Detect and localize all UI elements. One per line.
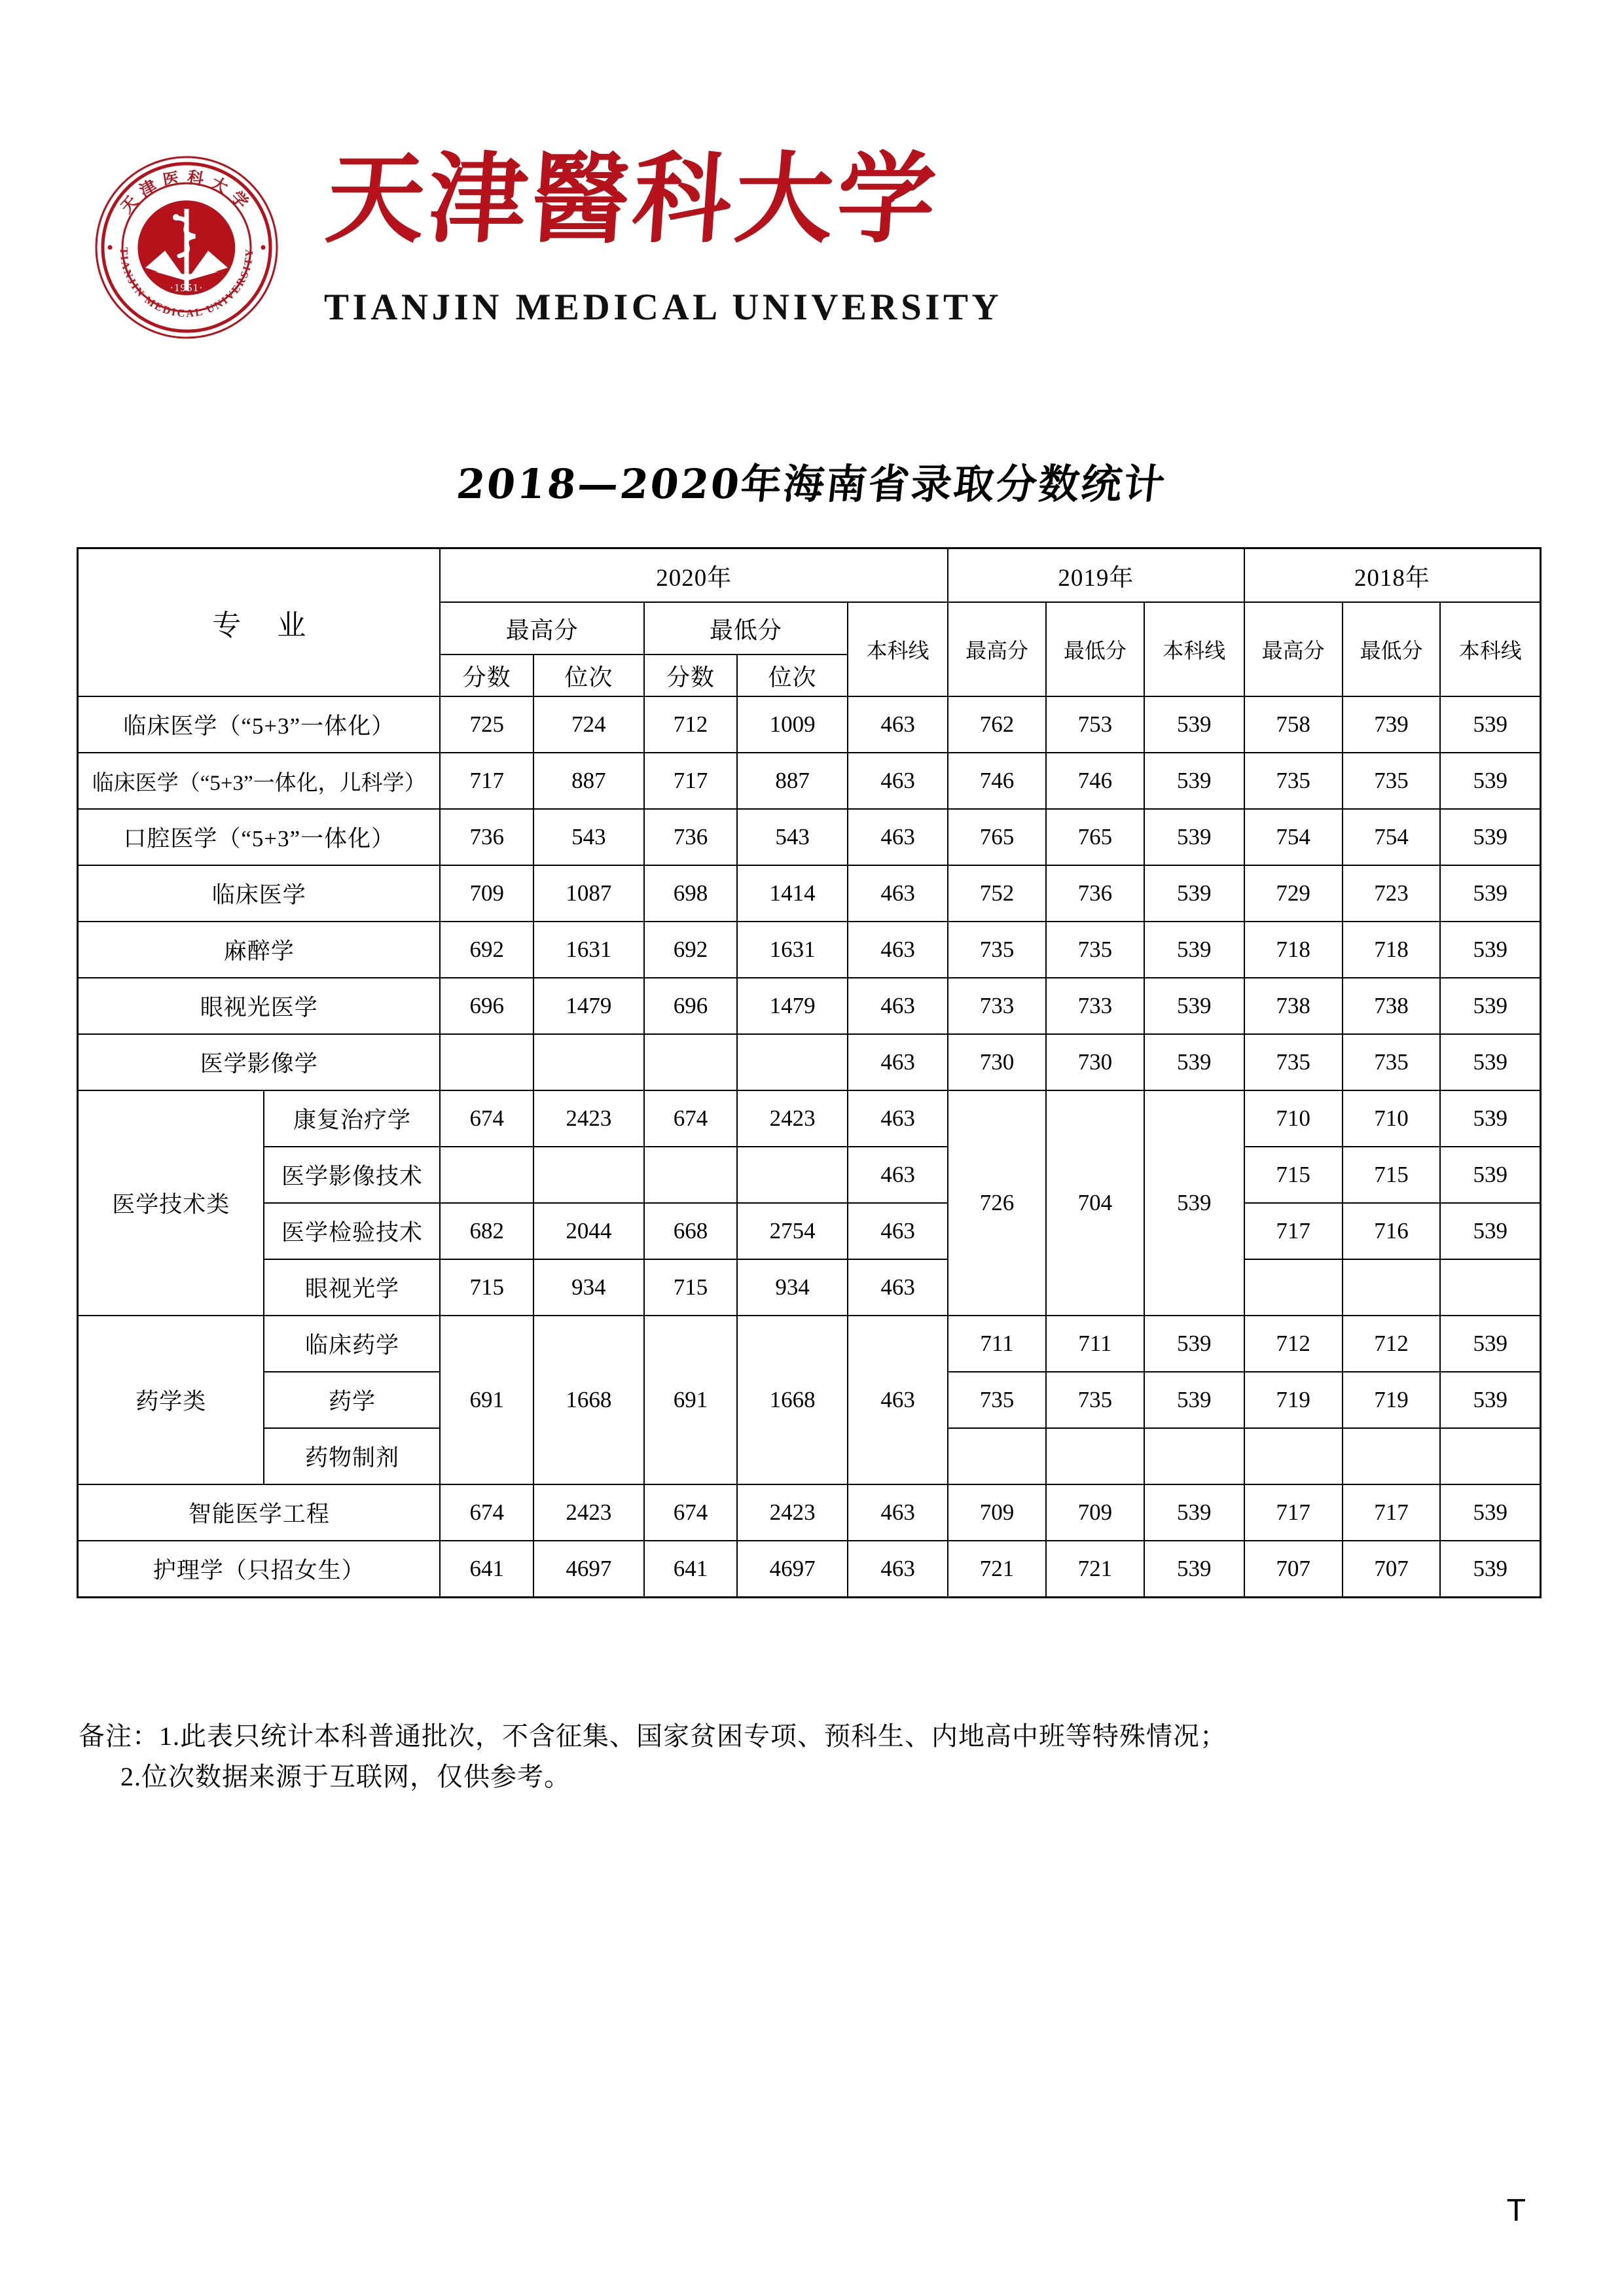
header-2020-highest: 最高分 [440, 602, 643, 655]
table-row [78, 1484, 1541, 1541]
cell-2020-hi-score: 696 [440, 978, 533, 1034]
cell-2020-hi-rank: 2044 [533, 1203, 644, 1259]
cell-2020-lo-score: 692 [644, 922, 737, 978]
cell-2018-hi: 717 [1244, 1484, 1343, 1541]
cell-2018-lo: 735 [1343, 753, 1441, 809]
sub-major-label: 眼视光学 [264, 1259, 440, 1316]
cell-2020-line: 463 [848, 1034, 948, 1090]
cell-2019-line: 539 [1144, 978, 1244, 1034]
cell-2018-line: 539 [1440, 865, 1540, 922]
cell-2020-lo-rank: 2423 [737, 1090, 848, 1147]
cell-2018-hi: 754 [1244, 809, 1343, 865]
cell-2018-line: 539 [1440, 1372, 1540, 1428]
cell-2018-lo: 735 [1343, 1034, 1441, 1090]
cell-2020-hi-score: 715 [440, 1259, 533, 1316]
header-2020-benchmark: 本科线 [848, 602, 948, 696]
header-2018-benchmark: 本科线 [1440, 602, 1540, 696]
cell-2018-lo [1343, 1259, 1441, 1316]
cell-2020-lo-score [644, 1147, 737, 1203]
cell-2018-lo: 707 [1343, 1541, 1441, 1598]
row-major-label: 眼视光医学 [78, 978, 441, 1034]
cell-2020-hi-rank-merged: 1668 [533, 1316, 644, 1484]
table-row [78, 1034, 1541, 1090]
cell-2020-hi-score: 725 [440, 696, 533, 753]
cell-2020-lo-score: 674 [644, 1484, 737, 1541]
cell-2020-lo-rank: 1479 [737, 978, 848, 1034]
header-2019-highest: 最高分 [948, 602, 1046, 696]
cell-2018-hi: 735 [1244, 753, 1343, 809]
cell-2020-hi-score: 674 [440, 1484, 533, 1541]
footnote-line-2: 2.位次数据来源于互联网，仅供参考。 [120, 1762, 571, 1791]
cell-2019-lo: 735 [1046, 922, 1144, 978]
cell-2020-line: 463 [848, 696, 948, 753]
cell-2019-lo: 746 [1046, 753, 1144, 809]
cell-2018-line [1440, 1428, 1540, 1484]
cell-2019-hi: 711 [948, 1316, 1046, 1372]
cell-2020-line: 463 [848, 865, 948, 922]
cell-2018-hi: 715 [1244, 1147, 1343, 1203]
cell-2018-hi: 729 [1244, 865, 1343, 922]
header-2020-lowest-score: 分数 [644, 655, 737, 696]
cell-2020-hi-score [440, 1034, 533, 1090]
sub-major-label: 康复治疗学 [264, 1090, 440, 1147]
cell-2019-hi: 765 [948, 809, 1046, 865]
cell-2020-hi-rank: 2423 [533, 1090, 644, 1147]
row-major-label: 医学影像学 [78, 1034, 441, 1090]
cell-2020-lo-score: 674 [644, 1090, 737, 1147]
cell-2019-line-merged: 539 [1144, 1090, 1244, 1316]
cell-2019-lo: 733 [1046, 978, 1144, 1034]
cell-2020-lo-score: 641 [644, 1541, 737, 1598]
footnotes [79, 1716, 1453, 1797]
cell-2020-lo-score: 715 [644, 1259, 737, 1316]
cell-2020-lo-score: 712 [644, 696, 737, 753]
cell-2018-lo: 738 [1343, 978, 1441, 1034]
cell-2018-line: 539 [1440, 1203, 1540, 1259]
cell-2020-lo-score: 698 [644, 865, 737, 922]
cell-2019-lo: 709 [1046, 1484, 1144, 1541]
cell-2019-hi-merged: 726 [948, 1090, 1046, 1316]
cell-2018-hi [1244, 1428, 1343, 1484]
cell-2019-lo: 765 [1046, 809, 1144, 865]
cell-2020-lo-rank [737, 1034, 848, 1090]
cell-2020-lo-rank [737, 1147, 848, 1203]
admission-score-table [77, 547, 1542, 1598]
cell-2018-hi: 712 [1244, 1316, 1343, 1372]
cell-2020-lo-score: 668 [644, 1203, 737, 1259]
cell-2020-lo-rank: 1414 [737, 865, 848, 922]
row-major-label: 护理学（只招女生） [78, 1541, 441, 1598]
cell-2019-line: 539 [1144, 922, 1244, 978]
cell-2019-line: 539 [1144, 1034, 1244, 1090]
cell-2018-lo: 719 [1343, 1372, 1441, 1428]
cell-2020-hi-score: 736 [440, 809, 533, 865]
cell-2018-hi: 738 [1244, 978, 1343, 1034]
table-row [78, 1147, 1541, 1203]
cell-2019-hi: 733 [948, 978, 1046, 1034]
cell-2019-hi: 709 [948, 1484, 1046, 1541]
cell-2018-line: 539 [1440, 696, 1540, 753]
university-wordmark [322, 141, 1018, 373]
cell-2018-lo: 710 [1343, 1090, 1441, 1147]
cell-2020-lo-score-merged: 691 [644, 1316, 737, 1484]
header-major: 专 业 [78, 548, 441, 697]
cell-2018-lo [1343, 1428, 1441, 1484]
cell-2020-hi-rank: 543 [533, 809, 644, 865]
cell-2019-hi: 721 [948, 1541, 1046, 1598]
table-row-group-pharmacy [78, 1316, 1541, 1372]
cell-2020-hi-rank: 934 [533, 1259, 644, 1316]
header-2018-lowest: 最低分 [1343, 602, 1441, 696]
cell-2020-hi-rank: 724 [533, 696, 644, 753]
cell-2019-line [1144, 1428, 1244, 1484]
cell-2018-line: 539 [1440, 1484, 1540, 1541]
header-2019-lowest: 最低分 [1046, 602, 1144, 696]
cell-2020-hi-rank: 4697 [533, 1541, 644, 1598]
cell-2019-line: 539 [1144, 1541, 1244, 1598]
wordmark-english: TIANJIN MEDICAL UNIVERSITY [324, 287, 1003, 328]
cell-2020-lo-rank: 543 [737, 809, 848, 865]
cell-2020-hi-rank: 1479 [533, 978, 644, 1034]
cell-2018-lo: 723 [1343, 865, 1441, 922]
cell-2019-lo: 736 [1046, 865, 1144, 922]
sub-major-label: 临床药学 [264, 1316, 440, 1372]
table-row-group-medtech [78, 1090, 1541, 1147]
cell-2018-hi: 758 [1244, 696, 1343, 753]
cell-2020-lo-rank: 2423 [737, 1484, 848, 1541]
cell-2019-lo: 711 [1046, 1316, 1144, 1372]
cell-2019-hi: 746 [948, 753, 1046, 809]
cell-2019-hi: 730 [948, 1034, 1046, 1090]
header-2019-benchmark: 本科线 [1144, 602, 1244, 696]
cell-2020-hi-score: 674 [440, 1090, 533, 1147]
table-row [78, 1259, 1541, 1316]
cell-2020-hi-rank: 887 [533, 753, 644, 809]
table-row [78, 922, 1541, 978]
cell-2019-lo: 730 [1046, 1034, 1144, 1090]
cell-2018-hi: 718 [1244, 922, 1343, 978]
cell-2019-hi [948, 1428, 1046, 1484]
cell-2019-line: 539 [1144, 865, 1244, 922]
cell-2020-lo-rank: 1631 [737, 922, 848, 978]
header-2020-highest-score: 分数 [440, 655, 533, 696]
row-major-label: 智能医学工程 [78, 1484, 441, 1541]
cell-2019-line: 539 [1144, 1372, 1244, 1428]
cell-2020-hi-rank: 1087 [533, 865, 644, 922]
cell-2018-line: 539 [1440, 809, 1540, 865]
cell-2019-hi: 752 [948, 865, 1046, 922]
cell-2019-hi: 735 [948, 922, 1046, 978]
sub-major-label: 医学影像技术 [264, 1147, 440, 1203]
cell-2020-lo-rank: 1009 [737, 696, 848, 753]
cell-2018-hi: 707 [1244, 1541, 1343, 1598]
cell-2020-line: 463 [848, 1541, 948, 1598]
svg-text:天津医科大学: 天津医科大学 [117, 167, 257, 217]
university-seal-icon [92, 152, 281, 342]
table-row [78, 1203, 1541, 1259]
sub-major-label: 药学 [264, 1372, 440, 1428]
cell-2018-lo: 754 [1343, 809, 1441, 865]
cell-2018-hi: 735 [1244, 1034, 1343, 1090]
cell-2018-lo: 739 [1343, 696, 1441, 753]
cell-2020-line: 463 [848, 922, 948, 978]
header-2020-lowest: 最低分 [644, 602, 848, 655]
cell-2019-line: 539 [1144, 1484, 1244, 1541]
cell-2020-hi-score: 641 [440, 1541, 533, 1598]
cell-2020-line: 463 [848, 1259, 948, 1316]
cell-2018-hi: 717 [1244, 1203, 1343, 1259]
cell-2020-line: 463 [848, 753, 948, 809]
header-2020-highest-rank: 位次 [533, 655, 644, 696]
table-row [78, 865, 1541, 922]
cell-2019-hi: 735 [948, 1372, 1046, 1428]
cell-2018-line: 539 [1440, 1541, 1540, 1598]
row-major-label: 临床医学（“5+3”一体化） [78, 696, 441, 753]
cell-2020-hi-rank: 2423 [533, 1484, 644, 1541]
cell-2020-lo-score [644, 1034, 737, 1090]
cell-2020-lo-score: 736 [644, 809, 737, 865]
header-year-2019: 2019年 [948, 548, 1244, 603]
cell-2018-line: 539 [1440, 753, 1540, 809]
sub-major-label: 药物制剂 [264, 1428, 440, 1484]
letterhead [92, 141, 1021, 373]
row-major-label: 口腔医学（“5+3”一体化） [78, 809, 441, 865]
table-row [78, 753, 1541, 809]
cell-2020-lo-rank: 4697 [737, 1541, 848, 1598]
cell-2020-hi-rank: 1631 [533, 922, 644, 978]
table-row [78, 1541, 1541, 1598]
cell-2019-line: 539 [1144, 753, 1244, 809]
footnote-line-1: 备注：1.此表只统计本科普通批次，不含征集、国家贫困专项、预科生、内地高中班等特殊情况； [79, 1721, 1227, 1751]
cell-2019-lo [1046, 1428, 1144, 1484]
cell-2018-line: 539 [1440, 1147, 1540, 1203]
header-year-2018: 2018年 [1244, 548, 1541, 603]
cell-2020-hi-score: 682 [440, 1203, 533, 1259]
cell-2020-lo-score: 717 [644, 753, 737, 809]
cell-2018-line: 539 [1440, 1034, 1540, 1090]
cell-2018-lo: 718 [1343, 922, 1441, 978]
sub-major-label: 医学检验技术 [264, 1203, 440, 1259]
cell-2020-hi-rank [533, 1147, 644, 1203]
wordmark-chinese: 天津醫科大学 [322, 141, 944, 257]
cell-2020-lo-score: 696 [644, 978, 737, 1034]
row-major-label: 麻醉学 [78, 922, 441, 978]
table-header-row-1 [78, 548, 1541, 603]
table-row [78, 809, 1541, 865]
cell-2018-line [1440, 1259, 1540, 1316]
cell-2019-lo-merged: 704 [1046, 1090, 1144, 1316]
row-major-label: 临床医学 [78, 865, 441, 922]
cell-2018-line: 539 [1440, 978, 1540, 1034]
cell-2018-lo: 717 [1343, 1484, 1441, 1541]
cell-2020-lo-rank: 2754 [737, 1203, 848, 1259]
table-row [78, 696, 1541, 753]
cell-2020-hi-score: 692 [440, 922, 533, 978]
cell-2018-lo: 712 [1343, 1316, 1441, 1372]
cell-2018-hi [1244, 1259, 1343, 1316]
cell-2020-hi-score [440, 1147, 533, 1203]
cell-2020-line: 463 [848, 809, 948, 865]
cell-2020-line: 463 [848, 978, 948, 1034]
row-major-label: 临床医学（“5+3”一体化，儿科学） [78, 753, 441, 809]
cell-2020-hi-score: 717 [440, 753, 533, 809]
group-label-pharmacy: 药学类 [78, 1316, 264, 1484]
cell-2020-line: 463 [848, 1484, 948, 1541]
cell-2018-lo: 716 [1343, 1203, 1441, 1259]
header-2018-highest: 最高分 [1244, 602, 1343, 696]
cell-2020-line: 463 [848, 1147, 948, 1203]
cell-2018-hi: 719 [1244, 1372, 1343, 1428]
header-year-2020: 2020年 [440, 548, 948, 603]
cell-2019-line: 539 [1144, 696, 1244, 753]
cell-2020-hi-score: 709 [440, 865, 533, 922]
cell-2020-lo-rank-merged: 1668 [737, 1316, 848, 1484]
cell-2020-hi-score-merged: 691 [440, 1316, 533, 1484]
header-2020-lowest-rank: 位次 [737, 655, 848, 696]
cell-2020-lo-rank: 934 [737, 1259, 848, 1316]
cell-2018-line: 539 [1440, 1090, 1540, 1147]
cell-2019-lo: 735 [1046, 1372, 1144, 1428]
svg-text:·1951·: ·1951· [170, 281, 204, 294]
cell-2020-line-merged: 463 [848, 1316, 948, 1484]
cell-2019-hi: 762 [948, 696, 1046, 753]
cell-2019-line: 539 [1144, 809, 1244, 865]
cell-2020-line: 463 [848, 1203, 948, 1259]
cell-2019-lo: 721 [1046, 1541, 1144, 1598]
group-label-medical-technology: 医学技术类 [78, 1090, 264, 1316]
cell-2019-line: 539 [1144, 1316, 1244, 1372]
cell-2020-line: 463 [848, 1090, 948, 1147]
page-mark: T [1506, 2193, 1526, 2228]
page-title: 2018—2020年海南省录取分数统计 [454, 460, 1169, 508]
cell-2018-lo: 715 [1343, 1147, 1441, 1203]
cell-2020-lo-rank: 887 [737, 753, 848, 809]
cell-2018-hi: 710 [1244, 1090, 1343, 1147]
score-table-container [77, 547, 1542, 1598]
table-row [78, 978, 1541, 1034]
svg-text:TIANJIN MEDICAL UNIVERSITY: TIANJIN MEDICAL UNIVERSITY [117, 247, 256, 320]
cell-2018-line: 539 [1440, 1316, 1540, 1372]
cell-2018-line: 539 [1440, 922, 1540, 978]
cell-2019-lo: 753 [1046, 696, 1144, 753]
cell-2020-hi-rank [533, 1034, 644, 1090]
